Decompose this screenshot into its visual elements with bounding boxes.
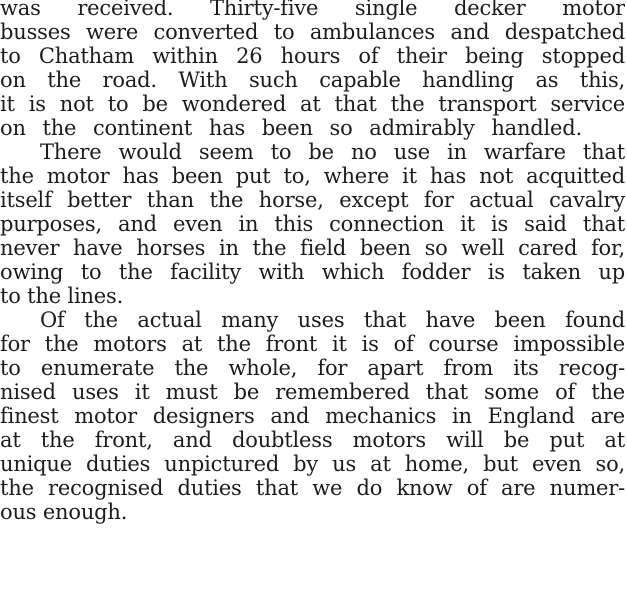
text-line: purposes, and even in this connection it is said that [0, 212, 625, 236]
text-line: itself better than the horse, except for actual cavalry [0, 188, 625, 212]
text-line: ous enough. [0, 500, 128, 524]
text-line: to Chatham within 26 hours of their being stopped [0, 44, 625, 68]
text-line: finest motor designers and mechanics in England are [0, 404, 625, 428]
text-line: at the front, and doubtless motors will be put at [0, 428, 625, 452]
text-line: never have horses in the field been so well cared for, [0, 236, 625, 260]
text-line: busses were converted to ambulances and despatched [0, 20, 625, 44]
text-line: unique duties unpictured by us at home, but even so, [0, 452, 625, 476]
text-line: owing to the facility with which fodder is taken up [0, 260, 625, 284]
text-line: to the lines. [0, 284, 124, 308]
text-line: on the road. With such capable handling as this, [0, 68, 625, 92]
paragraph-1 [0, 0, 627, 140]
paragraph-3 [0, 308, 627, 524]
text-line: Of the actual many uses that have been found [40, 308, 625, 332]
text-line: on the continent has been so admirably handled. [0, 116, 582, 140]
text-line: There would seem to be no use in warfare that [40, 140, 625, 164]
text-line: was received. Thirty-five single decker motor [0, 0, 625, 20]
text-line: it is not to be wondered at that the transport service [0, 92, 625, 116]
text-line: the recognised duties that we do know of are numer- [0, 476, 625, 500]
text-line: the motor has been put to, where it has not acquitted [0, 164, 625, 188]
text-line: nised uses it must be remembered that some of the [0, 380, 625, 404]
paragraph-2 [0, 140, 627, 308]
text-line: to enumerate the whole, for apart from its recog- [0, 356, 625, 380]
text-line: for the motors at the front it is of course impossible [0, 332, 625, 356]
